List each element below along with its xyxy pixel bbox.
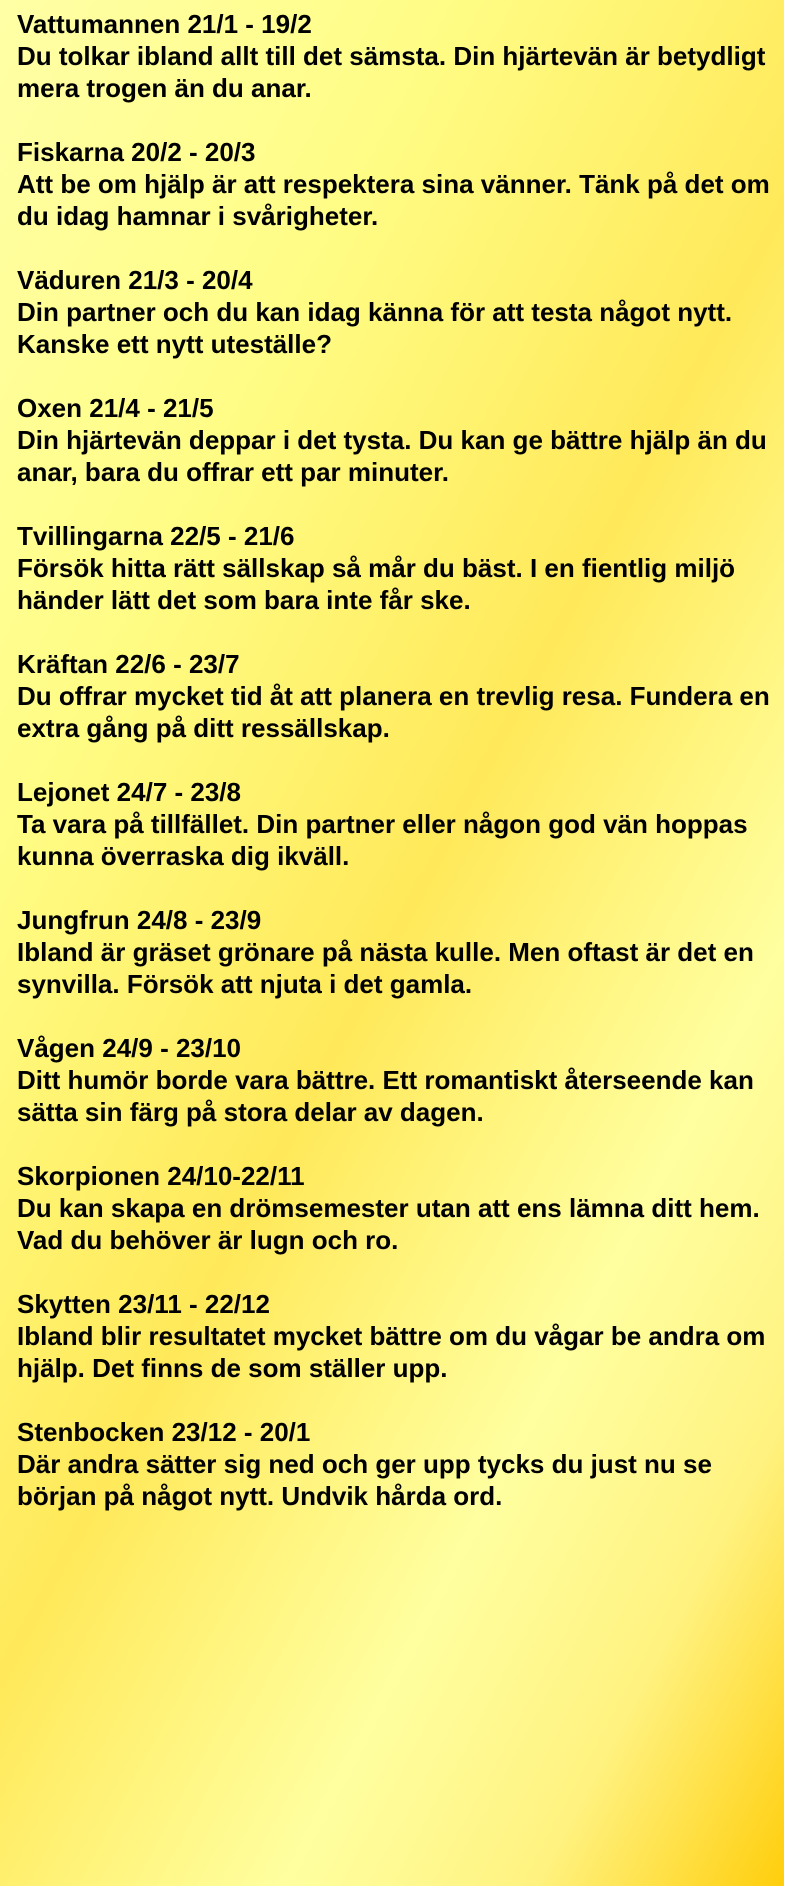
sign-text: Att be om hjälp är att respektera sina vänner. Tänk på det om du idag hamnar i svårigheter. [17,169,770,231]
sign-scorpio [17,1160,777,1256]
sign-text: Du offrar mycket tid åt att planera en trevlig resa. Fundera en extra gång på ditt ressällskap. [17,681,770,743]
sign-title: Skytten 23/11 - 22/12 [17,1289,270,1319]
sign-text: Ibland blir resultatet mycket bättre om du vågar be andra om hjälp. Det finns de som ställer upp. [17,1321,766,1383]
sign-text: Ibland är gräset grönare på nästa kulle. Men oftast är det en synvilla. Försök att njuta i det gamla. [17,937,754,999]
sign-libra [17,1032,777,1128]
sign-title: Väduren 21/3 - 20/4 [17,265,253,295]
sign-text: Ta vara på tillfället. Din partner eller någon god vän hoppas kunna överraska dig ikväll. [17,809,748,871]
sign-title: Kräftan 22/6 - 23/7 [17,649,240,679]
sign-text: Försök hitta rätt sällskap så mår du bäst. I en fientlig miljö händer lätt det som bara inte får ske. [17,553,736,615]
sign-aquarius [17,8,777,104]
sign-pisces [17,136,777,232]
sign-title: Oxen 21/4 - 21/5 [17,393,214,423]
sign-taurus [17,392,777,488]
sign-text: Där andra sätter sig ned och ger upp tycks du just nu se början på något nytt. Undvik hårda ord. [17,1449,712,1511]
sign-title: Vågen 24/9 - 23/10 [17,1033,242,1063]
sign-title: Skorpionen 24/10-22/11 [17,1161,305,1191]
sign-title: Stenbocken 23/12 - 20/1 [17,1417,311,1447]
sign-cancer [17,648,777,744]
sign-title: Jungfrun 24/8 - 23/9 [17,905,262,935]
sign-gemini [17,520,777,616]
sign-title: Tvillingarna 22/5 - 21/6 [17,521,295,551]
sign-leo [17,776,777,872]
sign-title: Fiskarna 20/2 - 20/3 [17,137,256,167]
sign-capricorn [17,1416,777,1512]
sign-text: Din partner och du kan idag känna för att testa något nytt. Kanske ett nytt uteställe? [17,297,733,359]
sign-title: Lejonet 24/7 - 23/8 [17,777,241,807]
sign-text: Din hjärtevän deppar i det tysta. Du kan ge bättre hjälp än du anar, bara du offrar ett par minuter. [17,425,767,487]
sign-virgo [17,904,777,1000]
sign-text: Ditt humör borde vara bättre. Ett romantiskt återseende kan sätta sin färg på stora delar av dagen. [17,1065,754,1127]
sign-sagittarius [17,1288,777,1384]
horoscope-list [17,8,777,1544]
sign-text: Du kan skapa en drömsemester utan att ens lämna ditt hem. Vad du behöver är lugn och ro. [17,1193,760,1255]
sign-text: Du tolkar ibland allt till det sämsta. Din hjärtevän är betydligt mera trogen än du anar. [17,41,766,103]
sign-aries [17,264,777,360]
sign-title: Vattumannen 21/1 - 19/2 [17,9,312,39]
